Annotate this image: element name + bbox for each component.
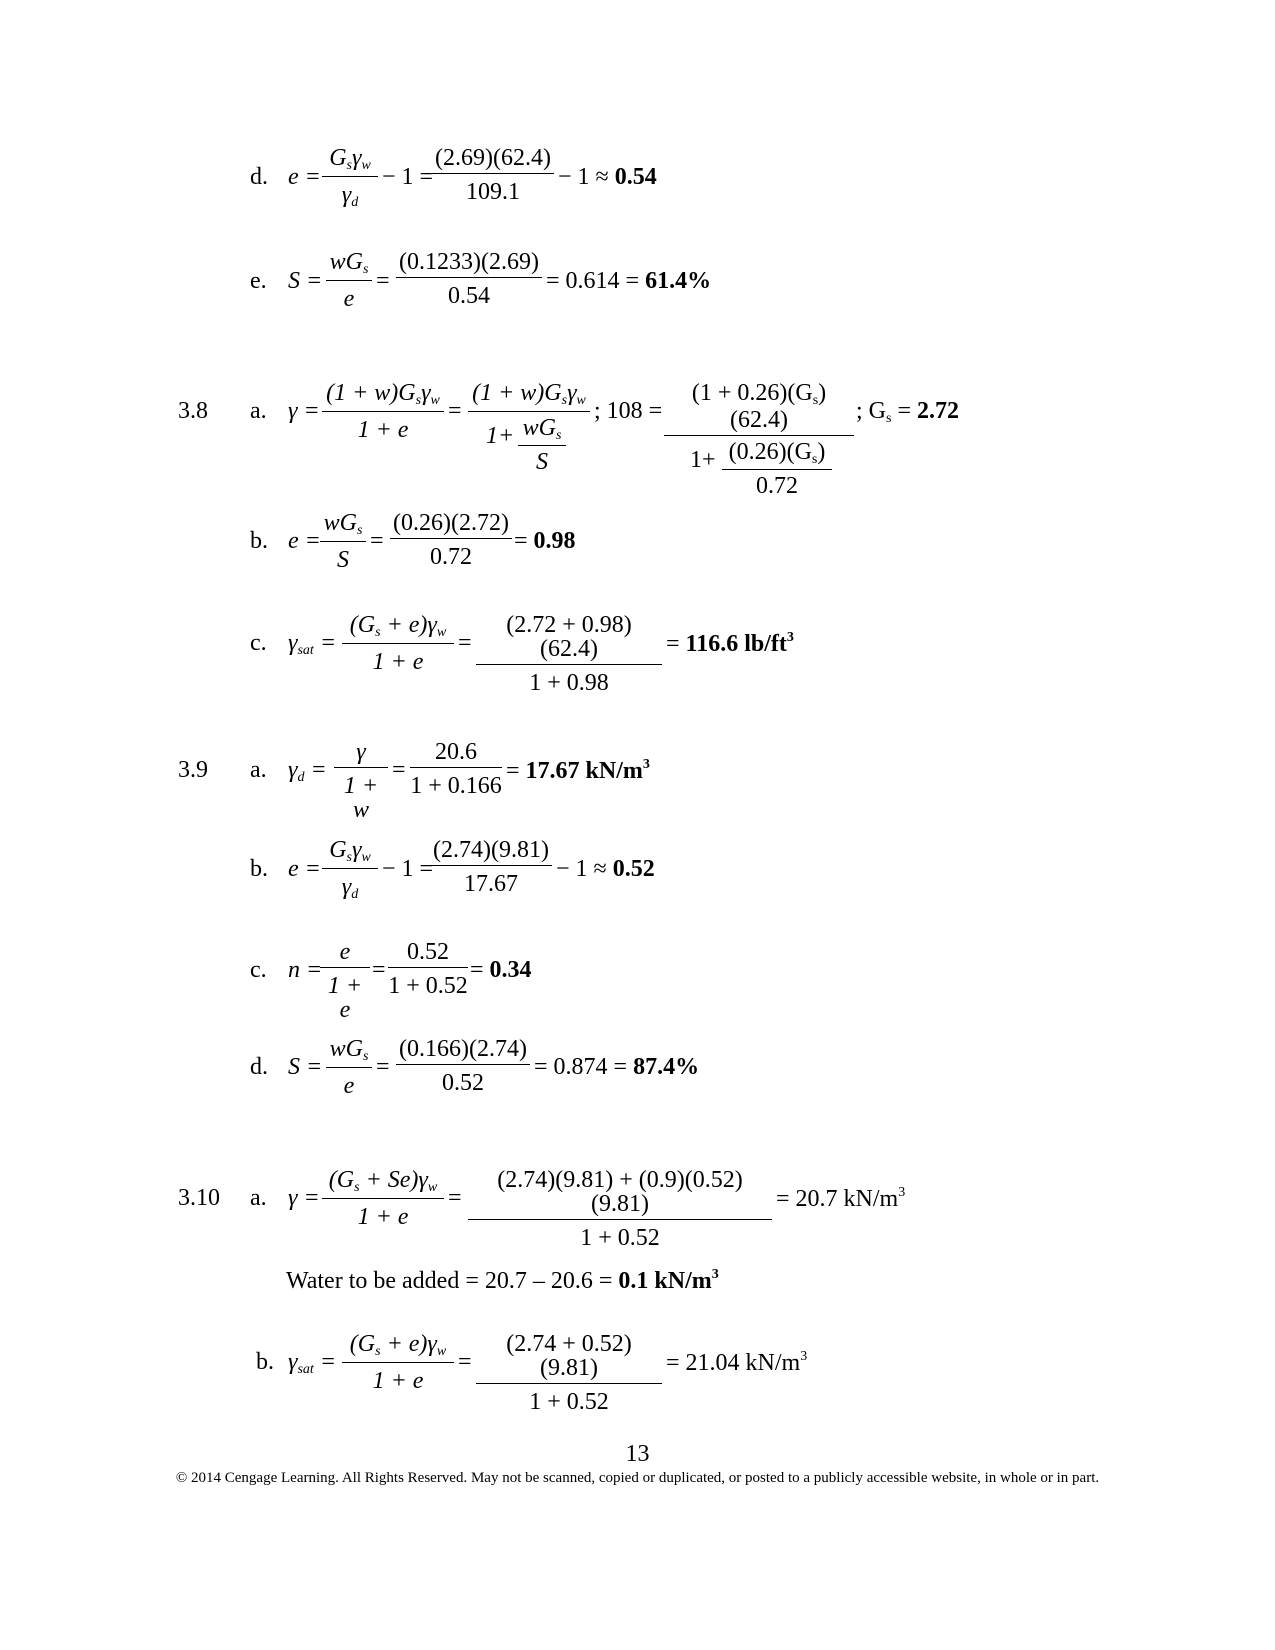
item-label: d. [250,164,268,190]
fraction: $\frac{(2.69)(62.4)}{109.1}$ [432,146,554,204]
compound-fraction: $(1 + 0.26)(G_s)(62.4)$ 1+ $(0.26)(G_s)$ 0.72 [664,381,854,500]
eq-op: = [448,1185,462,1211]
item-label: c. [250,630,267,656]
fraction: $\frac{(0.1233)(2.69)}{0.54}$ [396,250,542,308]
fraction: $\frac{(G_s + Se)\gamma_w}{1 + e}$ [322,1168,444,1229]
fraction: $\frac{(G_s + e)\gamma_w}{1 + e}$ [342,1332,454,1393]
eq-op: = [376,268,390,294]
item-label: d. [250,1054,268,1080]
fraction: $\frac{(0.166)(2.74)}{0.52}$ [396,1037,530,1095]
eq-lhs: $\gamma_d$ = [288,757,327,785]
problem-number: 3.10 [178,1185,220,1211]
eq-result: = 116.6 $lb/ft^3$ [666,630,794,657]
eq-result: = 20.7 $kN/m^3$ [776,1185,906,1212]
fraction: $\frac{(0.26)(2.72)}{0.72}$ [390,511,512,569]
problem-number: 3.9 [178,757,208,783]
fraction: $\frac{0.52}{1 + 0.52}$ [388,939,468,999]
eq-lhs: S = [288,1054,323,1080]
problem-number: 3.8 [178,398,208,424]
eq-op: = [392,757,406,783]
eq-result: − 1 ≈ 0.52 [556,856,655,882]
eq-result: = 0.98 [514,528,576,554]
eq-lhs: γ = [288,1185,320,1211]
eq-lhs: e = [288,856,321,882]
eq-result: = 0.614 = 61.4% [546,268,712,294]
eq-op: = [458,630,472,656]
eq-result: = 0.874 = 87.4% [534,1054,700,1080]
eq-result: = 21.04 $kN/m^3$ [666,1349,808,1376]
eq-op: − 1 = [382,856,434,882]
fraction: $G_s\gamma_w$ $\gamma_d$ [322,838,378,902]
eq-result: = 0.34 [470,957,532,983]
eq-result: = 17.67 $kN/m^3$ [506,757,650,784]
eq-lhs: e = [288,164,321,190]
item-label: e. [250,268,267,294]
item-label: b. [250,856,268,882]
fraction: $\frac{\gamma}{1 + w}$ [334,740,388,822]
fraction: $(1 + w)G_s\gamma_w$ 1 + e [322,381,444,442]
eq-lhs: γ = [288,398,320,424]
item-label: b. [250,528,268,554]
eq-lhs: $\gamma_{sat}$ = [288,630,337,658]
eq-op: = [376,1054,390,1080]
item-label: b. [256,1349,274,1375]
fraction: $\frac{(2.74)(9.81)}{17.67}$ [430,838,552,896]
fraction: $\frac{(2.72 + 0.98)(62.4)}{1 + 0.98}$ [476,613,662,695]
fraction: $wG_s$ e [326,1037,372,1098]
eq-result: − 1 ≈ 0.54 [558,164,657,190]
eq-lhs: S = [288,268,323,294]
water-added-text: Water to be added = 20.7 – 20.6 = 0.1 $kN/m^3$ [286,1267,719,1294]
item-label: a. [250,757,267,783]
eq-lhs: e = [288,528,321,554]
compound-fraction: $(1 + w)G_s\gamma_w$ 1+ $wG_s$ S [468,381,590,476]
item-label: c. [250,957,267,983]
fraction: $\frac{20.6}{1 + 0.166}$ [410,739,502,799]
eq-op: = [370,528,384,554]
fraction: $\frac{e}{1 + e}$ [320,940,370,1022]
fraction: $wG_s$ S [320,511,366,572]
fraction: $G_s\gamma_w$ $\gamma_d$ [322,146,378,210]
fraction: $\frac{(2.74)(9.81) + (0.9)(0.52)(9.81)}{1 + 0.52}$ [468,1168,772,1250]
fraction: $\frac{(G_s + e)\gamma_w}{1 + e}$ [342,613,454,674]
item-label: a. [250,1185,267,1211]
eq-op: = [458,1349,472,1375]
eq-op: − 1 = [382,164,434,190]
eq-op: = [372,957,386,983]
page-number: 13 [625,1441,650,1467]
copyright-footer: © 2014 Cengage Learning. All Rights Reserved. May not be scanned, copied or duplicated, or posted to a publicly accessible website, in whole or in part. [175,1470,1100,1486]
eq-op: ; 108 = [594,398,663,424]
item-label: a. [250,398,267,424]
eq-result: ; $G_s = 2.72$ [856,398,959,426]
fraction: $\frac{(2.74 + 0.52)(9.81)}{1 + 0.52}$ [476,1332,662,1414]
eq-lhs: n = [288,957,323,983]
fraction: $wG_s$ e [326,250,372,311]
eq-lhs: $\gamma_{sat}$ = [288,1349,337,1377]
eq-op: = [448,398,462,424]
